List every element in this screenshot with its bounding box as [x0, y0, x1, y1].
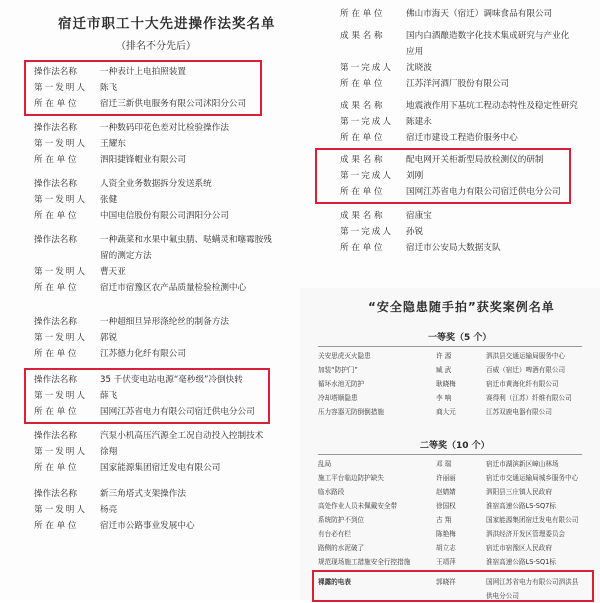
- field-label: 所 在 单 位: [34, 283, 77, 293]
- field-label: 成 果 名 称: [340, 31, 383, 41]
- field-value: 江苏德力化纤有限公司: [100, 349, 186, 359]
- field-value: 应用: [406, 47, 424, 57]
- right-page: [300, 0, 600, 310]
- case-person: 胡立志: [436, 544, 456, 552]
- field-value: 宿康宝: [406, 211, 432, 221]
- field-label: 操作法名称: [34, 179, 77, 189]
- case-person: 许丽丽: [436, 474, 456, 482]
- field-label: 所 在 单 位: [34, 155, 77, 165]
- divider: [318, 346, 582, 347]
- field-label: 所 在 单 位: [340, 133, 383, 143]
- field-label: 成 果 名 称: [340, 101, 383, 111]
- field-label: 所 在 单 位: [34, 521, 77, 531]
- case-title: 路侧的水泥破了: [318, 544, 365, 552]
- case-unit: 赛得利（江苏）纤维有限公司: [486, 394, 572, 402]
- case-unit: 泗阳县三庄镇人民政府: [486, 488, 552, 496]
- field-label: 第一发明人: [34, 447, 87, 457]
- safety-award-page: [300, 288, 600, 600]
- field-value: 人资全业务数据拆分发送系统: [100, 179, 212, 189]
- highlight-box: [315, 148, 571, 204]
- field-value: 王耀东: [100, 139, 126, 149]
- field-label: 所 在 单 位: [34, 211, 77, 221]
- field-label: 所 在 单 位: [340, 79, 383, 89]
- case-title: 规范现场施工措施安全行控措施: [318, 558, 411, 566]
- second-prize-heading: 二等奖（10 个）: [420, 441, 490, 451]
- field-label: 操作法名称: [34, 375, 77, 385]
- field-value: 宿迁市宿豫区农产品质量检验检测中心: [100, 283, 247, 293]
- field-label: 成 果 名 称: [340, 211, 383, 221]
- case-unit: 宿迁市湖滨新区嶂山林场: [486, 460, 559, 468]
- field-value: 孙锐: [406, 227, 424, 237]
- safety-award-title: “安全隐患随手拍”获奖案例名单: [368, 300, 555, 314]
- field-label: 第一完成人: [340, 63, 393, 73]
- field-value: 江苏洋河酒厂股份有限公司: [406, 79, 510, 89]
- case-unit: 泗洪县交通运输局服务中心: [486, 352, 566, 360]
- field-label: 第一发明人: [34, 139, 87, 149]
- field-value: 留的测定方法: [100, 251, 152, 261]
- case-title: 关安思虎灭火隐患: [318, 352, 371, 360]
- field-value: 一种表计上电拍照装置: [100, 67, 186, 77]
- field-label: 成 果 名 称: [340, 155, 383, 165]
- field-label: 操作法名称: [34, 431, 77, 441]
- case-unit: 国网江苏省电力有限公司泗洪县: [486, 578, 579, 586]
- field-value: 佛山市海天（宿迁）调味食品有限公司: [406, 9, 553, 19]
- field-value: 陈建永: [406, 117, 432, 127]
- case-title: 有台必有栏: [318, 530, 351, 538]
- highlight-box: [312, 570, 594, 602]
- field-value: 刘刚: [406, 171, 424, 181]
- case-unit: 淮宿高速公路LS-SQ7标: [486, 502, 556, 510]
- field-value: 新三角塔式支架操作法: [100, 489, 186, 499]
- case-title: 系统防护不到位: [318, 516, 365, 524]
- field-value: 徐翔: [100, 447, 118, 457]
- case-unit: 宿迁市黄海化纤有限公司: [486, 380, 559, 388]
- case-unit: 宿迁市交通运输局城乡服务中心: [486, 474, 579, 482]
- field-value: 郭锐: [100, 333, 118, 343]
- left-page-title: 宿迁市职工十大先进操作法奖名单: [58, 16, 276, 32]
- case-title: 冷却塔顺隐患: [318, 394, 358, 402]
- field-label: 第一发明人: [34, 333, 87, 343]
- left-page: [0, 0, 300, 600]
- highlight-box: [24, 368, 270, 424]
- field-label: 所 在 单 位: [34, 349, 77, 359]
- field-value: 陈飞: [100, 83, 118, 93]
- field-label: 操作法名称: [34, 67, 77, 77]
- field-label: 第一发明人: [34, 267, 87, 277]
- case-unit: 百威（宿迁）啤酒有限公司: [486, 366, 566, 374]
- case-title: 临水路段: [318, 488, 345, 496]
- case-person: 臧 武: [436, 366, 452, 374]
- field-value: 国网江苏省电力有限公司宿迁供电分公司: [406, 187, 561, 197]
- field-label: 所 在 单 位: [340, 243, 383, 253]
- field-value: 国家能源集团宿迁发电有限公司: [100, 463, 221, 473]
- field-value: 曹天亚: [100, 267, 126, 277]
- field-label: 第一发明人: [34, 391, 87, 401]
- case-unit: 国家能源集团宿迁发电有限公司: [486, 516, 579, 524]
- first-prize-heading: 一等奖（5 个）: [428, 333, 492, 343]
- field-label: 第一完成人: [340, 171, 393, 181]
- field-value: 宿迁三新供电服务有限公司沭阳分公司: [100, 99, 247, 109]
- field-label: 所 在 单 位: [340, 9, 383, 19]
- field-value: 宿迁市公路事业发展中心: [100, 521, 195, 531]
- case-title: 乱局: [318, 460, 332, 468]
- case-person: 徐国权: [436, 502, 456, 510]
- field-label: 操作法名称: [34, 235, 77, 245]
- field-value: 中国电信股份有限公司泗阳分公司: [100, 211, 229, 221]
- field-value: 泗阳捷锋帽业有限公司: [100, 155, 186, 165]
- case-title: 压力容器无防倒倒措施: [318, 408, 384, 416]
- field-value: 国内白酒酿造数字化技术集成研究与产业化: [406, 31, 570, 41]
- case-unit: 供电分公司: [486, 592, 519, 600]
- field-label: 操作法名称: [34, 489, 77, 499]
- field-value: 张健: [100, 195, 118, 205]
- field-label: 第一发明人: [34, 505, 87, 515]
- field-label: 第一发明人: [34, 83, 87, 93]
- case-person: 赵婧婧: [436, 488, 456, 496]
- case-title: 加装“防护门”: [318, 366, 358, 374]
- highlight-box: [24, 60, 262, 116]
- case-person: 陈艳梅: [436, 530, 456, 538]
- case-person: 李 响: [436, 394, 452, 402]
- field-label: 操作法名称: [34, 123, 77, 133]
- field-label: 所 在 单 位: [34, 99, 77, 109]
- field-label: 第一发明人: [34, 195, 87, 205]
- field-value: 国网江苏省电力有限公司宿迁供电分公司: [100, 407, 255, 417]
- field-value: 一种数码印花色差对比检验操作法: [100, 123, 229, 133]
- case-person: 王靖萍: [436, 558, 456, 566]
- case-person: 郭晓祥: [436, 578, 456, 586]
- field-value: 一种超细旦异形涤纶丝的制备方法: [100, 317, 229, 327]
- case-title: 循环水池无防护: [318, 380, 365, 388]
- field-label: 第一完成人: [340, 227, 393, 237]
- field-label: 所 在 单 位: [34, 463, 77, 473]
- field-label: 第一完成人: [340, 117, 393, 127]
- case-title: 高处作业人员未佩戴安全带: [318, 502, 398, 510]
- field-label: 所 在 单 位: [34, 407, 77, 417]
- field-value: 地震液作用下基坑工程动态特性及稳定性研究: [406, 101, 578, 111]
- case-title: 裸露的电表: [318, 578, 351, 586]
- case-unit: 淮宿高速公路LS-SQ1标: [486, 558, 556, 566]
- case-unit: 泗洪经济开发区管理委员会: [486, 530, 566, 538]
- case-person: 商大元: [436, 408, 456, 416]
- divider: [318, 454, 582, 455]
- field-value: 配电网开关柜新型局放检测仪的研制: [406, 155, 544, 165]
- field-label: 所 在 单 位: [340, 187, 383, 197]
- field-value: 35 千伏变电站电源“毫秒级”冷倒快转: [100, 375, 243, 385]
- case-unit: 江苏双鹿电器有限公司: [486, 408, 552, 416]
- field-value: 宿迁市建设工程造价服务中心: [406, 133, 518, 143]
- field-value: 一种蔬菜和水果中氟虫腈、哒螨灵和噻霉胺残: [100, 235, 272, 245]
- field-value: 杨亮: [100, 505, 118, 515]
- case-person: 邓 瑞: [436, 460, 452, 468]
- case-person: 许 源: [436, 352, 452, 360]
- field-value: 薛飞: [100, 391, 118, 401]
- left-page-subtitle: （排名不分先后）: [116, 41, 196, 52]
- case-person: 古 翔: [436, 516, 452, 524]
- case-person: 耿晓梅: [436, 380, 456, 388]
- case-unit: 宿迁市宿豫区人民政府: [486, 544, 552, 552]
- field-value: 宿迁市公安局大数据支队: [406, 243, 501, 253]
- field-label: 操作法名称: [34, 317, 77, 327]
- field-value: 汽泵小机高压汽源全工况自动投入控制技术: [100, 431, 264, 441]
- case-title: 施工平台临边防护缺失: [318, 474, 384, 482]
- field-value: 沈晓波: [406, 63, 432, 73]
